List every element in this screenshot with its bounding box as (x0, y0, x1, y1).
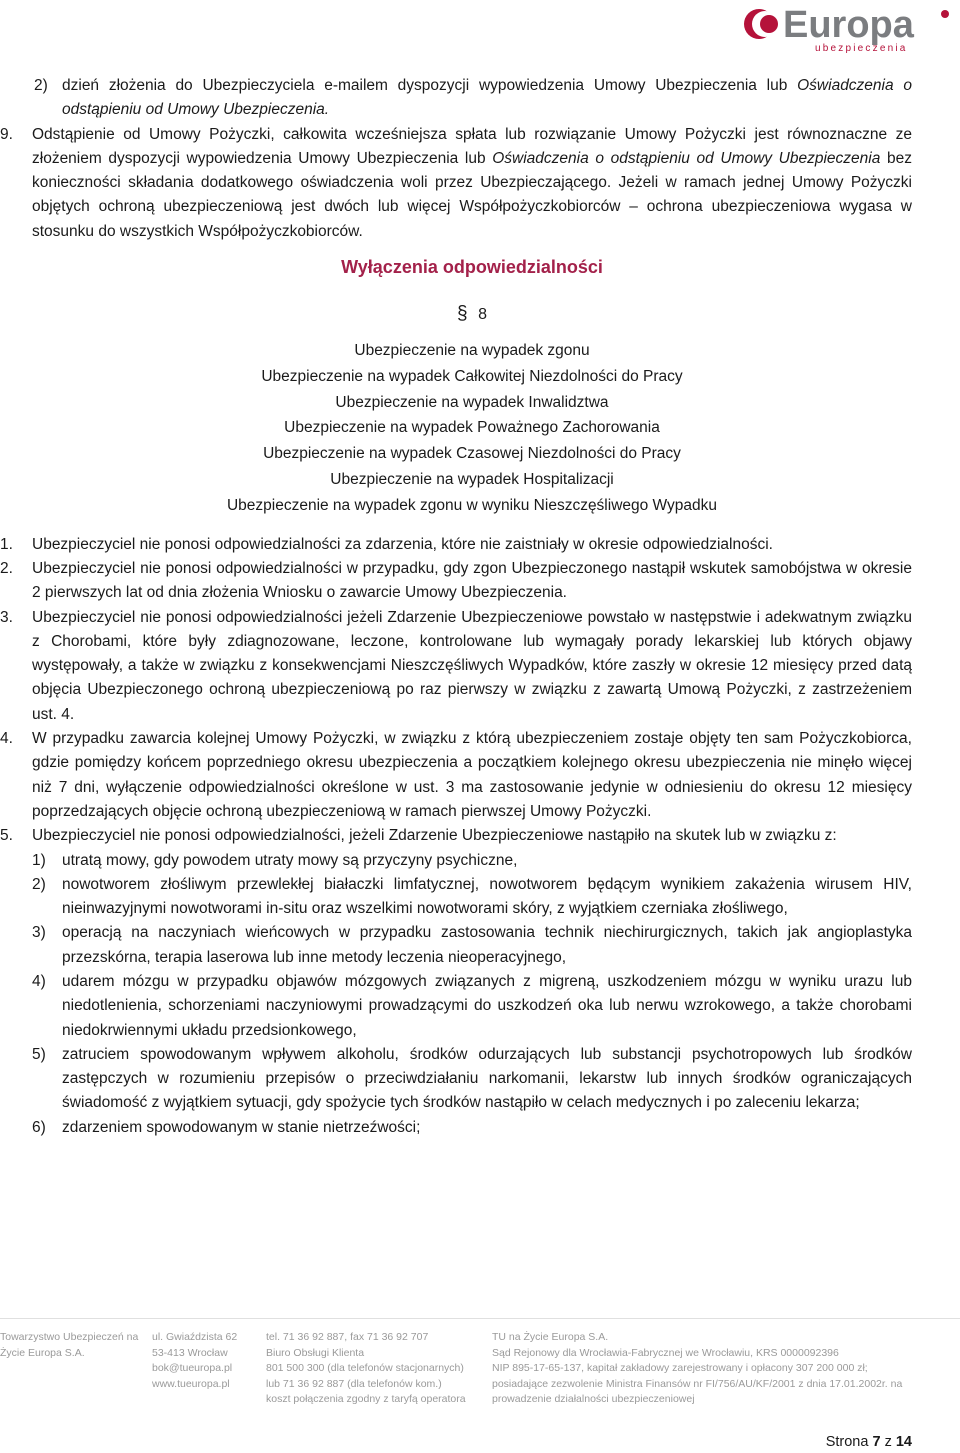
clause-number: 5. (0, 827, 13, 845)
sub-clause (32, 849, 912, 873)
footer-company (0, 1330, 138, 1361)
section-title: Wyłączenia odpowiedzialności (341, 257, 603, 278)
europa-logo (739, 2, 954, 54)
list-item (0, 123, 912, 244)
clause-text: W przypadku zawarcia kolejnej Umowy Pożyczki, w związku z którą ubezpieczeniem zostaje objęty ten sam Pożyczkobiorca, gdzie pomiędzy końcem poprzedniego okresu ubezpieczenia a początkiem kolejnego okresu ubezpieczenia nie minęło więcej niż 7 dni, wyłączenie odpowiedzialności określone w ust. 3 ma zastosowanie jedynie w odniesieniu do okresu 12 miesięcy poprzedzających objęcie ochroną ubezpieczeniową w ramach pierwszej Umowy Pożyczki. (32, 730, 912, 820)
sub-clause-number: 1) (32, 851, 46, 869)
footer-line: NIP 895-17-65-137, kapitał zakładowy zarejestrowany i opłacony 307 200 000 zł; (492, 1362, 868, 1374)
footer-line: Biuro Obsługi Klienta (266, 1346, 365, 1359)
footer-address (152, 1330, 237, 1392)
footer-line: Życie Europa S.A. (0, 1346, 85, 1359)
clause (0, 533, 912, 557)
sub-clause-text: zdarzeniem spowodowanym w stanie nietrzeźwości; (62, 1118, 421, 1136)
logo-subtitle: ubezpieczenia (815, 43, 908, 54)
sub-clause-number: 4) (32, 973, 46, 990)
list-item-italic-text: Oświadczenia o odstąpieniu od Umowy Ubezpieczenia (492, 149, 881, 167)
page-current: 7 (872, 1434, 881, 1450)
footer-line: posiadające zezwolenie Ministra Finansów nr FI/756/AU/KF/2001 z dnia 17.01.2002r. na (492, 1377, 903, 1390)
sub-clause (32, 970, 912, 1043)
footer-line: 801 500 300 (dla telefonów stacjonarnych) (266, 1362, 464, 1374)
list-item-text: dzień złożenia do Ubezpieczyciela e-mailem dyspozycji wypowiedzenia Umowy Ubezpieczenia lub (62, 77, 798, 94)
footer-line: Sąd Rejonowy dla Wrocławia-Fabrycznej we Wrocławiu, KRS 0000092396 (492, 1346, 839, 1359)
insurance-type: Ubezpieczenie na wypadek Całkowitej Niezdolności do Pracy (261, 367, 683, 385)
clause-text: Ubezpieczyciel nie ponosi odpowiedzialności jeżeli Zdarzenie Ubezpieczeniowe powstało w następstwie i adekwatnym związku z Chorobami, które były zdiagnozowane, leczone, kontrolowane lub wymagały porady lekarskiej lub których objawy występowały, a także w związku z konsekwencjami Nieszczęśliwych Wypadków, które zaszły w okresie 12 miesięcy przed datą objęcia Ubezpieczonego ochroną ubezpieczeniową po raz pierwszy w związku z zawartą Umową Pożyczki, z zastrzeżeniem ust. 4. (32, 608, 912, 723)
sub-clause (32, 873, 912, 922)
logo-wordmark: Europa (783, 4, 914, 46)
insurance-type: Ubezpieczenie na wypadek Czasowej Niezdolności do Pracy (263, 445, 681, 463)
footer-contact (266, 1330, 466, 1408)
sub-clause-list (32, 849, 912, 1141)
sub-clause-text: udarem mózgu w przypadku objawów mózgowych związanych z migreną, uszkodzeniem mózgu w wyniku urazu lub niedotlenienia, schorzeniami naczyniowymi prowadzącymi do uszkodzeń oka lub nerwu wzrokowego, a także chorobami niedokrwiennymi układu przedsionkowego, (62, 973, 912, 1039)
clause-list (0, 533, 912, 1140)
footer-line: lub 71 36 92 887 (dla telefonów kom.) (266, 1377, 442, 1390)
footer-email[interactable]: bok@tueuropa.pl (152, 1362, 233, 1374)
list-item-text: Odstąpienie od Umowy Pożyczki, całkowita wcześniejsza spłata lub rozwiązanie Umowy Pożyczki jest równoznaczne ze złożeniem dyspozycji wypowiedzenia Umowy Ubezpieczenia lub (32, 125, 912, 167)
footer-line: tel. 71 36 92 887, fax 71 36 92 707 (266, 1331, 429, 1343)
clause (0, 557, 912, 606)
clause (0, 606, 912, 727)
footer-divider (0, 1318, 960, 1319)
document-body (0, 74, 912, 1140)
footer-line: 53-413 Wrocław (152, 1346, 228, 1359)
page-separator: z (884, 1434, 892, 1450)
sub-clause-text: utratą mowy, gdy powodem utraty mowy są przyczyny psychiczne, (62, 851, 518, 869)
list-item-number: 9. (0, 125, 13, 143)
clause (0, 727, 912, 824)
clause-number: 1. (0, 535, 13, 553)
insurance-type: Ubezpieczenie na wypadek Hospitalizacji (330, 471, 614, 489)
paragraph-number: 8 (478, 306, 487, 324)
sub-clause-text: zatruciem spowodowanym wpływem alkoholu, środków odurzających lub substancji psychotropowych lub środków zastępczych w rozumieniu przepisów o przeciwdziałaniu narkomanii, lekarstw lub innych środków ograniczających świadomość z wyjątkiem sytuacji, gdy spożycie tych środków nastąpiło w celach medycznych i po zaleceniu lekarza; (62, 1045, 912, 1112)
page-total: 14 (895, 1434, 912, 1450)
list-item-italic-text: Oświadczenia o odstąpieniu od Umowy Ubezpieczenia. (62, 77, 912, 119)
sub-clause-number: 6) (32, 1118, 46, 1136)
clause-text: Ubezpieczyciel nie ponosi odpowiedzialności w przypadku, gdy zgon Ubezpieczonego nastąpił wskutek samobójstwa w okresie 2 pierwszych lat od dnia złożenia Wniosku o zawarcie Umowy Ubezpieczenia. (32, 559, 912, 602)
footer-line: TU na Życie Europa S.A. (492, 1331, 609, 1343)
clause-text: Ubezpieczyciel nie ponosi odpowiedzialności za zdarzenia, które nie zaistniały w okresie odpowiedzialności. (32, 535, 773, 553)
clause-number: 2. (0, 559, 13, 577)
paragraph-symbol: § (457, 303, 468, 325)
insurance-type-list (32, 338, 912, 519)
sub-clause (32, 1116, 912, 1140)
europa-logo-mark (739, 2, 954, 54)
clause-text: Ubezpieczyciel nie ponosi odpowiedzialności, jeżeli Zdarzenie Ubezpieczeniowe nastąpiło na skutek lub w związku z: (32, 827, 837, 845)
insurance-type: Ubezpieczenie na wypadek zgonu (354, 342, 590, 360)
sub-clause-number: 3) (32, 924, 46, 942)
sub-clause-text: operacją na naczyniach wieńcowych w przypadku zastosowania technik niechirurgicznych, takich jak angioplastyka przezskórna, terapia laserowa lub inne metody leczenia nieoperacyjnego, (62, 924, 912, 966)
sub-clause-number: 5) (32, 1045, 46, 1063)
insurance-type: Ubezpieczenie na wypadek zgonu w wyniku Nieszczęśliwego Wypadku (226, 496, 718, 514)
insurance-type: Ubezpieczenie na wypadek Poważnego Zachorowania (284, 419, 660, 437)
footer-line: prowadzenie działalności ubezpieczeniowej (492, 1393, 695, 1405)
page-number (826, 1434, 912, 1450)
footer-line: Towarzystwo Ubezpieczeń na (0, 1331, 139, 1343)
clause-number: 4. (0, 730, 13, 748)
clause-number: 3. (0, 608, 13, 626)
list-item-text-continued: bez konieczności składania dodatkowego oświadczenia woli przez Ubezpieczającego. Jeżeli w ramach jednej Umowy Pożyczki objętych ochroną ubezpieczeniową jest dwóch lub więcej Współpożyczkobiorców – ochrona ubezpieczeniowa wygasa w stosunku do wszystkich Współpożyczkobiorców. (32, 149, 912, 240)
sub-clause (32, 1043, 912, 1116)
insurance-type: Ubezpieczenie na wypadek Inwalidztwa (335, 393, 609, 411)
list-item (32, 74, 912, 123)
list-item-number: 2) (34, 77, 48, 94)
footer-line: ul. Gwiaździsta 62 (152, 1331, 238, 1343)
sub-clause-number: 2) (32, 875, 46, 893)
footer-website[interactable]: www.tueuropa.pl (152, 1377, 230, 1390)
footer-line: koszt połączenia zgodny z taryfą operatora (266, 1393, 466, 1405)
sub-clause (32, 921, 912, 970)
sub-clause-text: nowotworem złośliwym przewlekłej białaczki limfatycznej, nowotworem będącym wynikiem zakażenia wirusem HIV, nieinwazyjnymi nowotworami in-situ oraz wszelkimi nowotworami skóry, z wyjątkiem czerniaka złośliwego, (62, 875, 912, 918)
footer-registry (492, 1330, 902, 1408)
paragraph-heading (32, 302, 912, 330)
page-label: Strona (825, 1434, 869, 1450)
clause (0, 824, 912, 848)
